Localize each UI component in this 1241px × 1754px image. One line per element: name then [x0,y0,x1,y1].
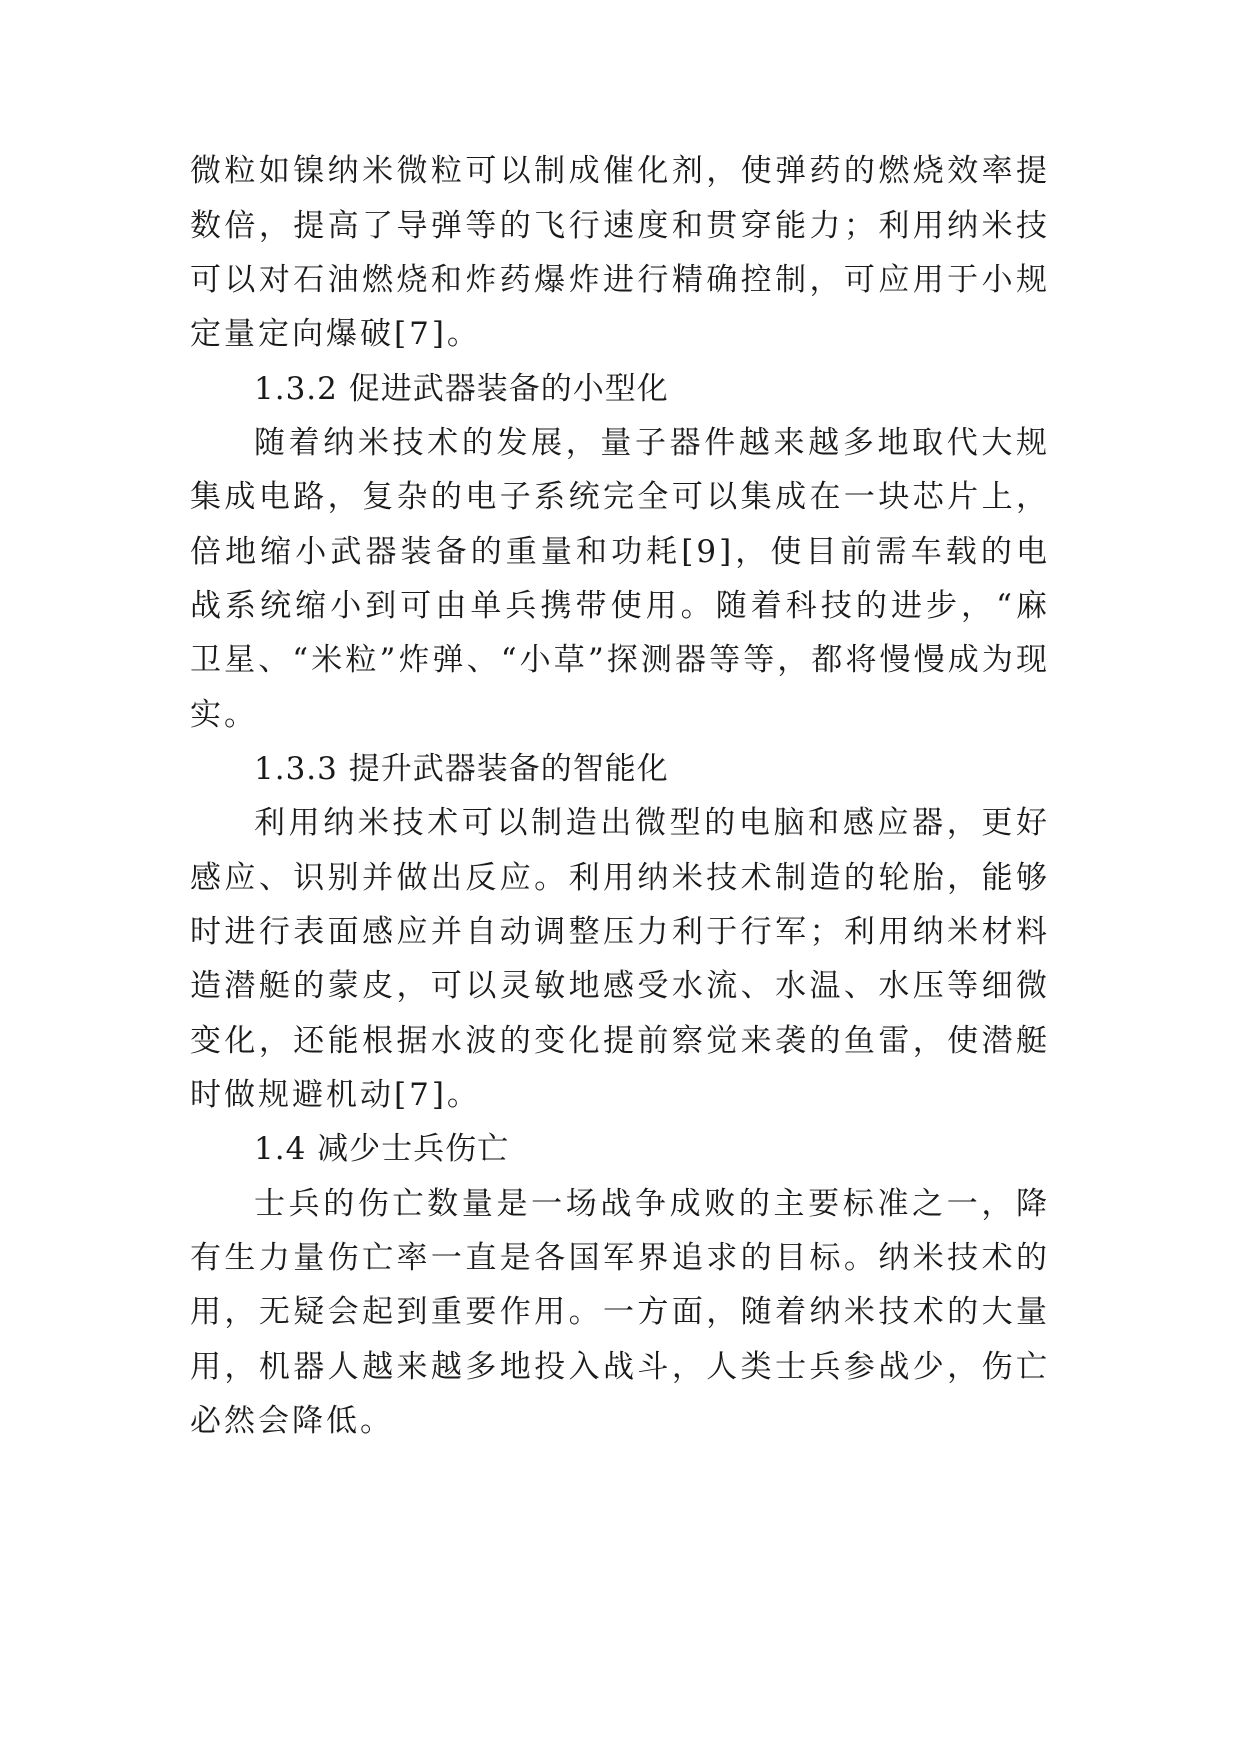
body-text-line: 造潜艇的蒙皮，可以灵敏地感受水流、水温、水压等细微 [190,968,1050,1004]
section-heading-1-4: 1.4 减少士兵伤亡 [254,1131,510,1167]
body-text-line: 实。 [190,697,258,733]
body-text-line: 用，机器人越来越多地投入战斗，人类士兵参战少，伤亡 [190,1349,1050,1385]
body-text-line: 战系统缩小到可由单兵携带使用。随着科技的进步，“麻 [190,588,1050,624]
body-text-line: 时做规避机动[7]。 [190,1077,481,1113]
body-text-line: 定量定向爆破[7]。 [190,316,481,352]
section-heading-1-3-3: 1.3.3 提升武器装备的智能化 [254,751,669,787]
body-text-line: 微粒如镍纳米微粒可以制成催化剂，使弹药的燃烧效率提 [190,153,1050,189]
body-text-line: 随着纳米技术的发展，量子器件越来越多地取代大规 [254,425,1050,461]
body-text-line: 有生力量伤亡率一直是各国军界追求的目标。纳米技术的 [190,1240,1050,1276]
body-text-line: 倍地缩小武器装备的重量和功耗[9]，使目前需车载的电 [190,534,1050,570]
body-text-line: 感应、识别并做出反应。利用纳米技术制造的轮胎，能够 [190,860,1050,896]
body-text-line: 利用纳米技术可以制造出微型的电脑和感应器，更好 [254,805,1050,841]
body-text-line: 变化，还能根据水波的变化提前察觉来袭的鱼雷，使潜艇 [190,1023,1050,1059]
body-text-line: 用，无疑会起到重要作用。一方面，随着纳米技术的大量 [190,1294,1050,1330]
body-text-line: 必然会降低。 [190,1403,394,1439]
body-text-line: 卫星、“米粒”炸弹、“小草”探测器等等，都将慢慢成为现 [190,642,1050,678]
body-text-line: 士兵的伤亡数量是一场战争成败的主要标准之一，降 [254,1186,1050,1222]
body-text-line: 集成电路，复杂的电子系统完全可以集成在一块芯片上， [190,479,1050,515]
body-text-line: 数倍，提高了导弹等的飞行速度和贯穿能力；利用纳米技 [190,208,1050,244]
body-text-line: 时进行表面感应并自动调整压力利于行军；利用纳米材料 [190,914,1050,950]
body-text-line: 可以对石油燃烧和炸药爆炸进行精确控制，可应用于小规 [190,262,1050,298]
section-heading-1-3-2: 1.3.2 促进武器装备的小型化 [254,371,669,407]
